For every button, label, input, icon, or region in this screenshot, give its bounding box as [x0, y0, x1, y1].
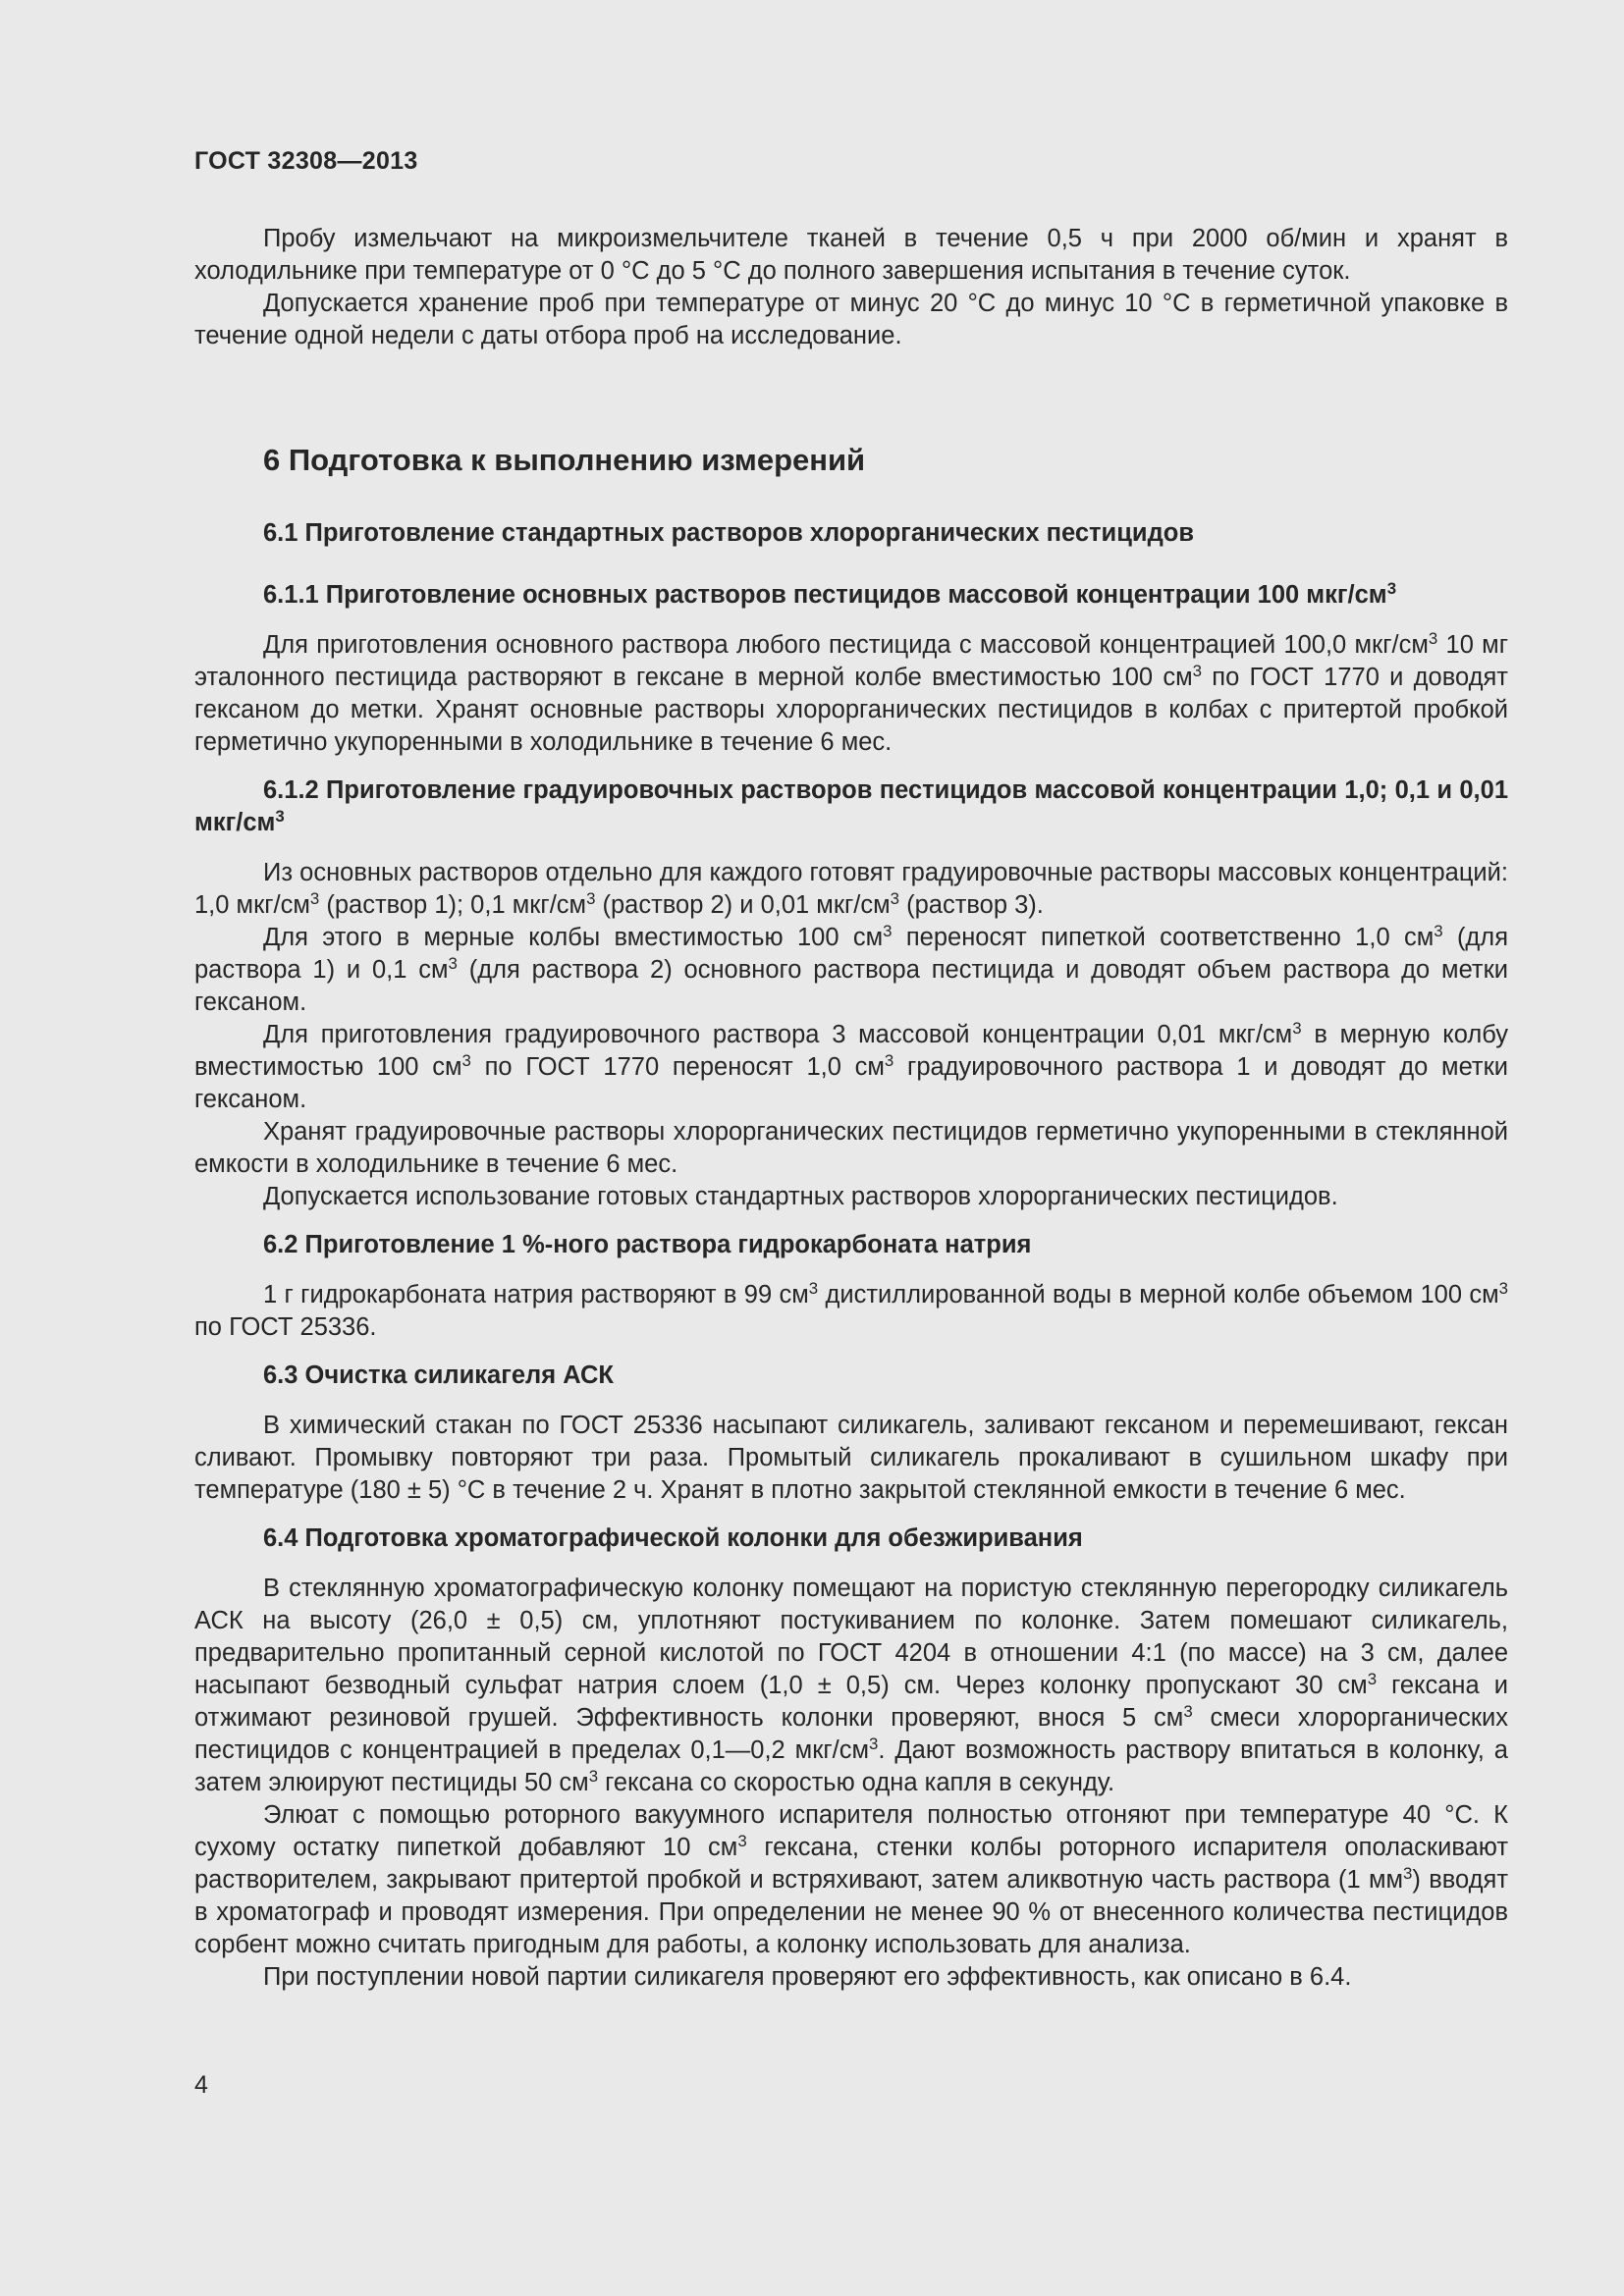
- section-6-1-2-title: 6.1.2 Приготовление градуировочных растворов пестицидов массовой концентрации 1,0; 0,1 и 0,01 мкг/$см^3$: [194, 776, 1508, 836]
- document-page: [194, 147, 1508, 1994]
- document-header: ГОСТ 32308—2013: [194, 147, 418, 175]
- section-6-1-title: 6.1 Приготовление стандартных растворов хлорорганических пестицидов: [263, 519, 1195, 547]
- section-6-1-2-paragraph-2: Для этого в мерные колбы вместимостью 100 $см^3$ переносят пипеткой соответственно 1,0 $см^3$ (для раствора 1) и 0,1 $см^3$ (для раствора 2) основного раствора пестицида и доводят объем раствора до метки гексаном.: [194, 921, 1508, 1016]
- section-6-1-2-paragraph-3: Для приготовления градуировочного раствора 3 массовой концентрации 0,01 мкг/$см^3$ в мерную колбу вместимостью 100 $см^3$ по ГОСТ 1770 переносят 1,0 $см^3$ градуировочного раствора 1 и доводят до метки гексаном.: [194, 1018, 1509, 1113]
- section-6-title: 6 Подготовка к выполнению измерений: [263, 443, 866, 477]
- section-6-1-2-paragraph-1: Из основных растворов отдельно для каждого готовят градуировочные растворы массовых концентраций: 1,0 мкг/$см^3$ (раствор 1); 0,1 мкг/$см^3$ (раствор 2) и 0,01 мкг/$см^3$ (раствор 3).: [194, 859, 1508, 919]
- section-6-4-paragraph-3: При поступлении новой партии силикагеля проверяют его эффективность, как описано в 6.4.: [263, 1963, 1352, 1991]
- section-6-2-title: 6.2 Приготовление 1 %-ного раствора гидрокарбоната натрия: [263, 1231, 1032, 1258]
- section-6-1-1-title: 6.1.1 Приготовление основных растворов пестицидов массовой концентрации 100 мкг/$см^3$: [263, 578, 1397, 609]
- section-6-2-paragraph: 1 г гидрокарбоната натрия растворяют в 99 $см^3$ дистиллированной воды в мерной колбе объемом 100 $см^3$ по ГОСТ 25336.: [194, 1278, 1508, 1341]
- section-6-1-2-paragraph-4: Хранят градуировочные растворы хлорорганических пестицидов герметично укупоренными в стеклянной емкости в холодильнике в течение 6 мес.: [194, 1118, 1508, 1178]
- section-6-3-title: 6.3 Очистка силикагеля АСК: [263, 1362, 614, 1389]
- page-number: 4: [194, 2071, 208, 2099]
- section-6-1-1-paragraph: Для приготовления основного раствора любого пестицида с массовой концентрацией 100,0 мкг/$см^3$ 10 мг эталонного пестицида растворяют в гексане в мерной колбе вместимостью 100 $см^3$ по ГОСТ 1770 и доводят гексаном до метки. Хранят основные растворы хлорорганических пестицидов в колбах с притертой пробкой герметично укупоренными в холодильнике в течение 6 мес.: [194, 628, 1509, 756]
- intro-paragraph-2: Допускается хранение проб при температуре от минус 20 °С до минус 10 °С в герметичной упаковке в течение одной недели с даты отбора проб на исследование.: [194, 290, 1508, 349]
- section-6-4-paragraph-1: В стеклянную хроматографическую колонку помещают на пористую стеклянную перегородку силикагель АСК на высоту (26,0 ± 0,5) см, уплотняют постукиванием по колонке. Затем помешают силикагель, предварительно пропитанный серной кислотой по ГОСТ 4204 в отношении 4:1 (по массе) на 3 см, далее насыпают безводный сульфат натрия слоем (1,0 ± 0,5) см. Через колонку пропускают 30 $см^3$ гексана и отжимают резиновой грушей. Эффективность колонки проверяют, внося 5 $см^3$ смеси хлорорганических пестицидов с концентрацией в пределах 0,1—0,2 мкг/$см^3$. Дают возможность раствору впитаться в колонку, а затем элюируют пестициды 50 $см^3$ гексана со скоростью одна капля в секунду.: [194, 1575, 1508, 1796]
- section-6-1-2-paragraph-5: Допускается использование готовых стандартных растворов хлорорганических пестицидов.: [263, 1183, 1338, 1210]
- section-6-3-paragraph: В химический стакан по ГОСТ 25336 насыпают силикагель, заливают гексаном и перемешивают, гексан сливают. Промывку повторяют три раза. Промытый силикагель прокаливают в сушильном шкафу при температуре (180 ± 5) °С в течение 2 ч. Хранят в плотно закрытой стеклянной емкости в течение 6 мес.: [194, 1412, 1508, 1504]
- intro-paragraph-1: Пробу измельчают на микроизмельчителе тканей в течение 0,5 ч при 2000 об/мин и хранят в холодильнике при температуре от 0 °С до 5 °С до полного завершения испытания в течение суток.: [194, 225, 1508, 285]
- section-6-4-title: 6.4 Подготовка хроматографической колонки для обезжиривания: [263, 1524, 1083, 1552]
- section-6-4-paragraph-2: Элюат с помощью роторного вакуумного испарителя полностью отгоняют при температуре 40 °С. К сухому остатку пипеткой добавляют 10 $см^3$ гексана, стенки колбы роторного испарителя ополаскивают растворителем, закрывают притертой пробкой и встряхивают, затем аликвотную часть раствора (1 $мм^3$) вводят в хроматограф и проводят измерения. При определении не менее 90 % от внесенного количества пестицидов сорбент можно считать пригодным для работы, а колонку использовать для анализа.: [194, 1801, 1509, 1958]
